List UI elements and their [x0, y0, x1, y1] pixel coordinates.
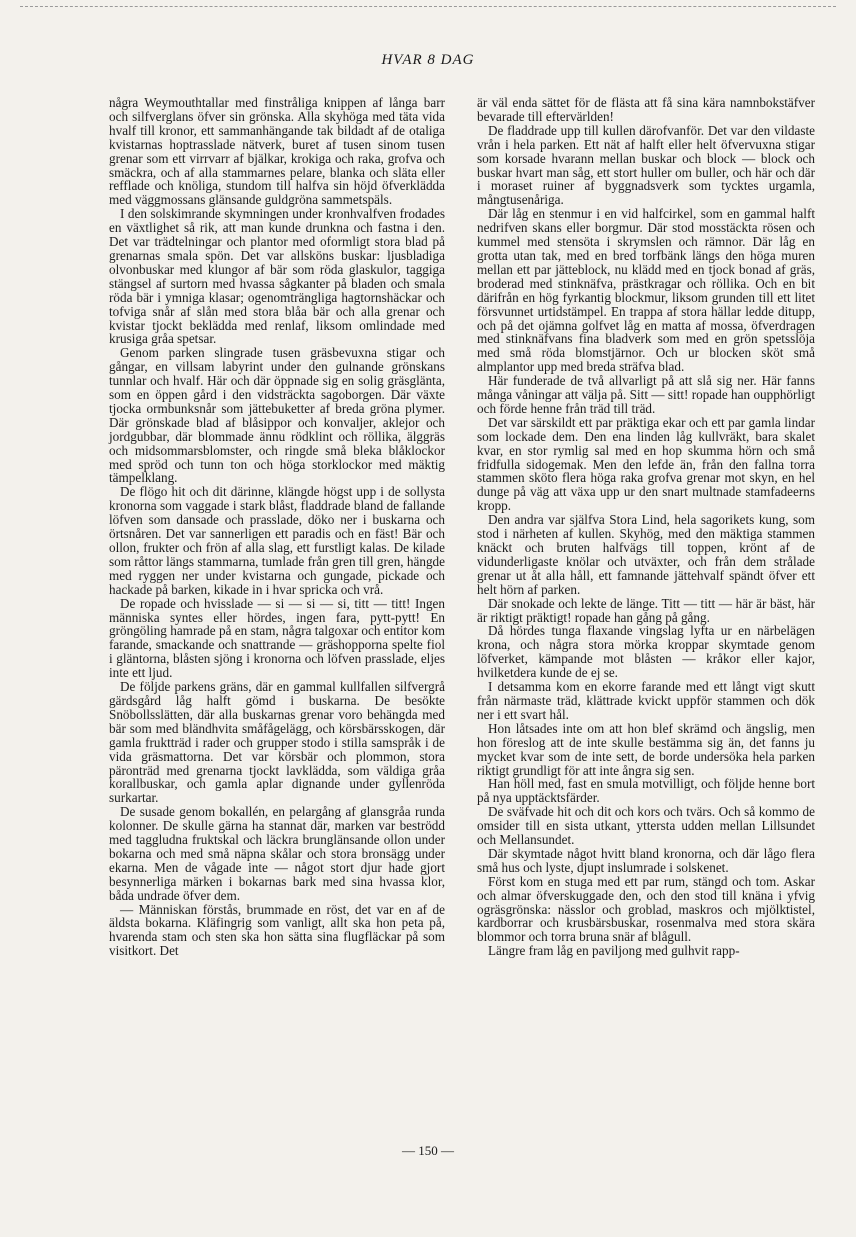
paragraph: De följde parkens gräns, där en gammal kullfallen silfvergrå gärdsgård låg halft gömd i buskarna. De besökte Snöbollsslätten, där alla buskarnas grenar voro behängda med bär som med bländhvita småfågelägg, och körsbärsskogen, där gamla fruktträd i rader och grupper stodo i stilla samspråk i de vida gräsmattorna. Det var körsbär och plommon, stora päronträd med grenarna tjockt lavklädda, som väldiga gråa korallbuskar, och gamla aplar dignande under gyllenröda surkartar. — [109, 679, 445, 806]
page-title: HVAR 8 DAG — [381, 52, 475, 68]
paragraph: De susade genom bokallén, en pelargång af glansgråa runda kolonner. De skulle gärna ha stannat där, marken var beströdd med taggludna fruktskal och läckra brunglänsande ollon under bokarna och med små näpna skålar och stora bronsägg under ekarna. Men de vågade inte — något stort djur hade gjort besynnerliga märken i bokarnas bark med sina hvassa klor, båda undrade öfver dem. — [109, 804, 445, 903]
left-column — [109, 96, 445, 958]
paragraph: Här funderade de två allvarligt på att slå sig ner. Här fanns många våningar att välja på. Sitt — sitt! ropade han oupphörligt och förde henne från träd till träd. — [477, 373, 815, 416]
page-number: — 150 — — [402, 1143, 454, 1158]
paragraph: Först kom en stuga med ett par rum, stängd och tom. Askar och almar öfverskuggade den, och den stod till knäna i yfvig ogräsgrönska: nässlor och groblad, maskros och mjölktistel, kardborrar och krusbärsbuskar, rosenmalva med stora skära blommor och torra bruna snär af blågull. — [477, 873, 815, 945]
paragraph: Där snokade och lekte de länge. Titt — titt — här är bäst, här är riktigt präktigt! ropade han gång på gång. — [477, 595, 815, 625]
running-header — [0, 52, 856, 69]
paragraph: Hon låtsades inte om att hon blef skrämd och ängslig, men hon föreslog att de inte skulle bestämma sig än, det fanns ju mycket kvar som de inte sett, de borde undersöka hela parken riktigt grundligt för att inte ångra sig sen. — [477, 720, 815, 778]
paragraph: De flögo hit och dit därinne, klängde högst upp i de sollysta kronorna som vaggade i stark blåst, fladdrade bland de fallande löfven som dansade och prasslade, döko ner i buskarna och örtsnåren. Det var sannerligen ett paradis och en fäst! Bär och ollon, frukter och frön af alla slag, ett furstligt kalas. De kilade som råttor längs stammarna, tumlade från gren till gren, hängde med ryggen ner under kvistarna och gungade, pickade och hackade på barken, kikade in i hvar spricka och vrå. — [109, 484, 445, 597]
paragraph: De ropade och hvisslade — si — si — si, titt — titt! Ingen människa syntes eller hördes, ingen fara, pytt-pytt! En gröngöling hamrade på en stam, några talgoxar och entitor kom farande, smackande och snattrande — gräshopporna spelte fiol i gläntorna, blåsten sjöng i kronorna och löfven prasslade, eljes inte ett ljud. — [109, 595, 445, 681]
paragraph: Han höll med, fast en smula motvilligt, och följde henne bort på nya upptäcktsfärder. — [477, 776, 815, 806]
paragraph: några Weymouthtallar med finstråliga knippen af långa barr och silfverglans öfver sin grönska. Alla skyhöga med täta vida hvalf till kronor, ett sammanhängande tak bildadt af de otaliga kvistarnas hoptrasslade nätverk, buret af tusen sinom tusen grenar som ett virrvarr af bjälkar, krokiga och raka, grofva och smäckra, och af alla stammarnes pelare, blanka och släta eller refflade och knöliga, stundom till halfva sin höjd öfverklädda med väggmossans glänsande guldgröna sammetspäls. — [109, 95, 445, 208]
paragraph: Då hördes tunga flaxande vingslag lyfta ur en närbelägen krona, och några stora mörka kroppar skymtade genom löfverket, kämpande mot blåsten — kråkor eller kajor, hvilketdera kunde de ej se. — [477, 623, 815, 681]
top-rule — [20, 6, 836, 7]
paragraph: — Människan förstås, brummade en röst, det var en af de äldsta bokarna. Kläfingrig som vanligt, allt ska hon peta på, hvarenda stam och sten ska hon sätta sina flugfläckar på som visitkort. Det — [109, 901, 445, 959]
paragraph: Den andra var själfva Stora Lind, hela sagorikets kung, som stod i närheten af kullen. Skyhög, med den mäktiga stammen knäckt och bruten halfvägs till toppen, krönt af de vidunderligaste knölar och utväxter, och från dem strålade grenar ut åt alla håll, ett famnande jättehvalf spändt öfver ett helt hörn af parken. — [477, 512, 815, 597]
paragraph: De sväfvade hit och dit och kors och tvärs. Och så kommo de omsider till en sista utkant, yttersta udden mellan Lillsundet och Mellansundet. — [477, 804, 815, 848]
paragraph: Längre fram låg en paviljong med gulhvit rapp- — [488, 943, 740, 959]
right-column — [477, 96, 815, 958]
paragraph: Där låg en stenmur i en vid halfcirkel, som en gammal halft nedrifven skans eller borgmur. Där stod mosstäckta rösen och kummel med stensöta i skrymslen och rämnor. Där låg en grotta utan tak, med en bred torfbänk längs den höga muren mellan ett par jätteblock, nu klädd med en tjock bonad af gräs, broderad med stinknäfva, prästkragar och röllika. Och en bit därifrån en hög fyrkantig blockmur, liksom grunden till ett litet försvunnet urtidstämpel. En trappa af stora hällar ledde ditupp, och på det ojämna golfvet låg en matta af mossa, öfverdragen med stinknäfvans fina bladverk som med en grön spetsslöja med små röda blomstjärnor. Och ur blocken sköt små almplantor upp med breda sträfva blad. — [477, 206, 815, 375]
paragraph: De fladdrade upp till kullen därofvanför. Det var den vildaste vrån i hela parken. Ett nät af halft eller helt öfvervuxna stigar som korsade hvarann mellan buskar och block — block och buskar hvart man såg, ett stort huller om buller, och här och där i moraset ruiner af byggnadsverk som tycktes urgamla, mångtusenåriga. — [477, 122, 815, 208]
paragraph: Genom parken slingrade tusen gräsbevuxna stigar och gångar, en villsam labyrint under den gulnande grönskans tunnlar och hvalf. Här och där öppnade sig en solig gräsglänta, som en öppen gård i den vidsträckta sagoborgen. Där växte tjocka ormbunksnår som jättebuketter af breda gröna plymer. Där grönskade blad af blåsippor och konvaljer, aklejor och jordgubbar, där blommade ännu rödklint och röllika, älggräs och midsommarsblomster, och ringde små bleka blåklockor med spröd och tunn ton och höga storklockor med mäktig tämpelklang. — [109, 345, 445, 486]
paragraph: Det var särskildt ett par präktiga ekar och ett par gamla lindar som lockade dem. Den ena linden låg kullvräkt, bara skalet kvar, en stor rymlig sal med en hop skumma hörn och små fridfulla sidogemak. Men den lefde än, från den fallna torra stammen sköto flera höga raka grofva grenar mot skyn, en hel dunge på väg att växa upp ur den snart multnade stamfadeerns kropp. — [477, 414, 815, 514]
paragraph: Där skymtade något hvitt bland kronorna, och där lågo flera små hus och lyste, djupt inslumrade i solskenet. — [477, 845, 815, 875]
paragraph: är väl enda sättet för de flästa att få sina kära namnbokstäfver bevarade till eftervärlden! — [477, 95, 815, 124]
paragraph: I den solskimrande skymningen under kronhvalfven frodades en växtlighet så rik, att man kunde drunkna och fastna i den. Det var trädtelningar och plantor med oformligt stora blad på grenarnas smala spön. Det var allsköns buskar: ljusbladiga olvonbuskar med klungor af bär som röda glaskulor, taggiga stängsel af surtorn med hvassa sågkanter på bladen och smala röda bär i ymniga klasar; ogenomträngliga hagtornshäckar och tofviga snår af slån med stora blåa bär och alla grenar och kvistar tjockt beklädda med renlaf, liksom omlindade med krusiga gråa spetsar. — [109, 206, 445, 347]
paragraph: I detsamma kom en ekorre farande med ett långt vigt skutt från närmaste träd, klättrade kvickt uppför stammen och dök ner i ett svart hål. — [477, 679, 815, 722]
page-footer — [0, 1143, 856, 1159]
